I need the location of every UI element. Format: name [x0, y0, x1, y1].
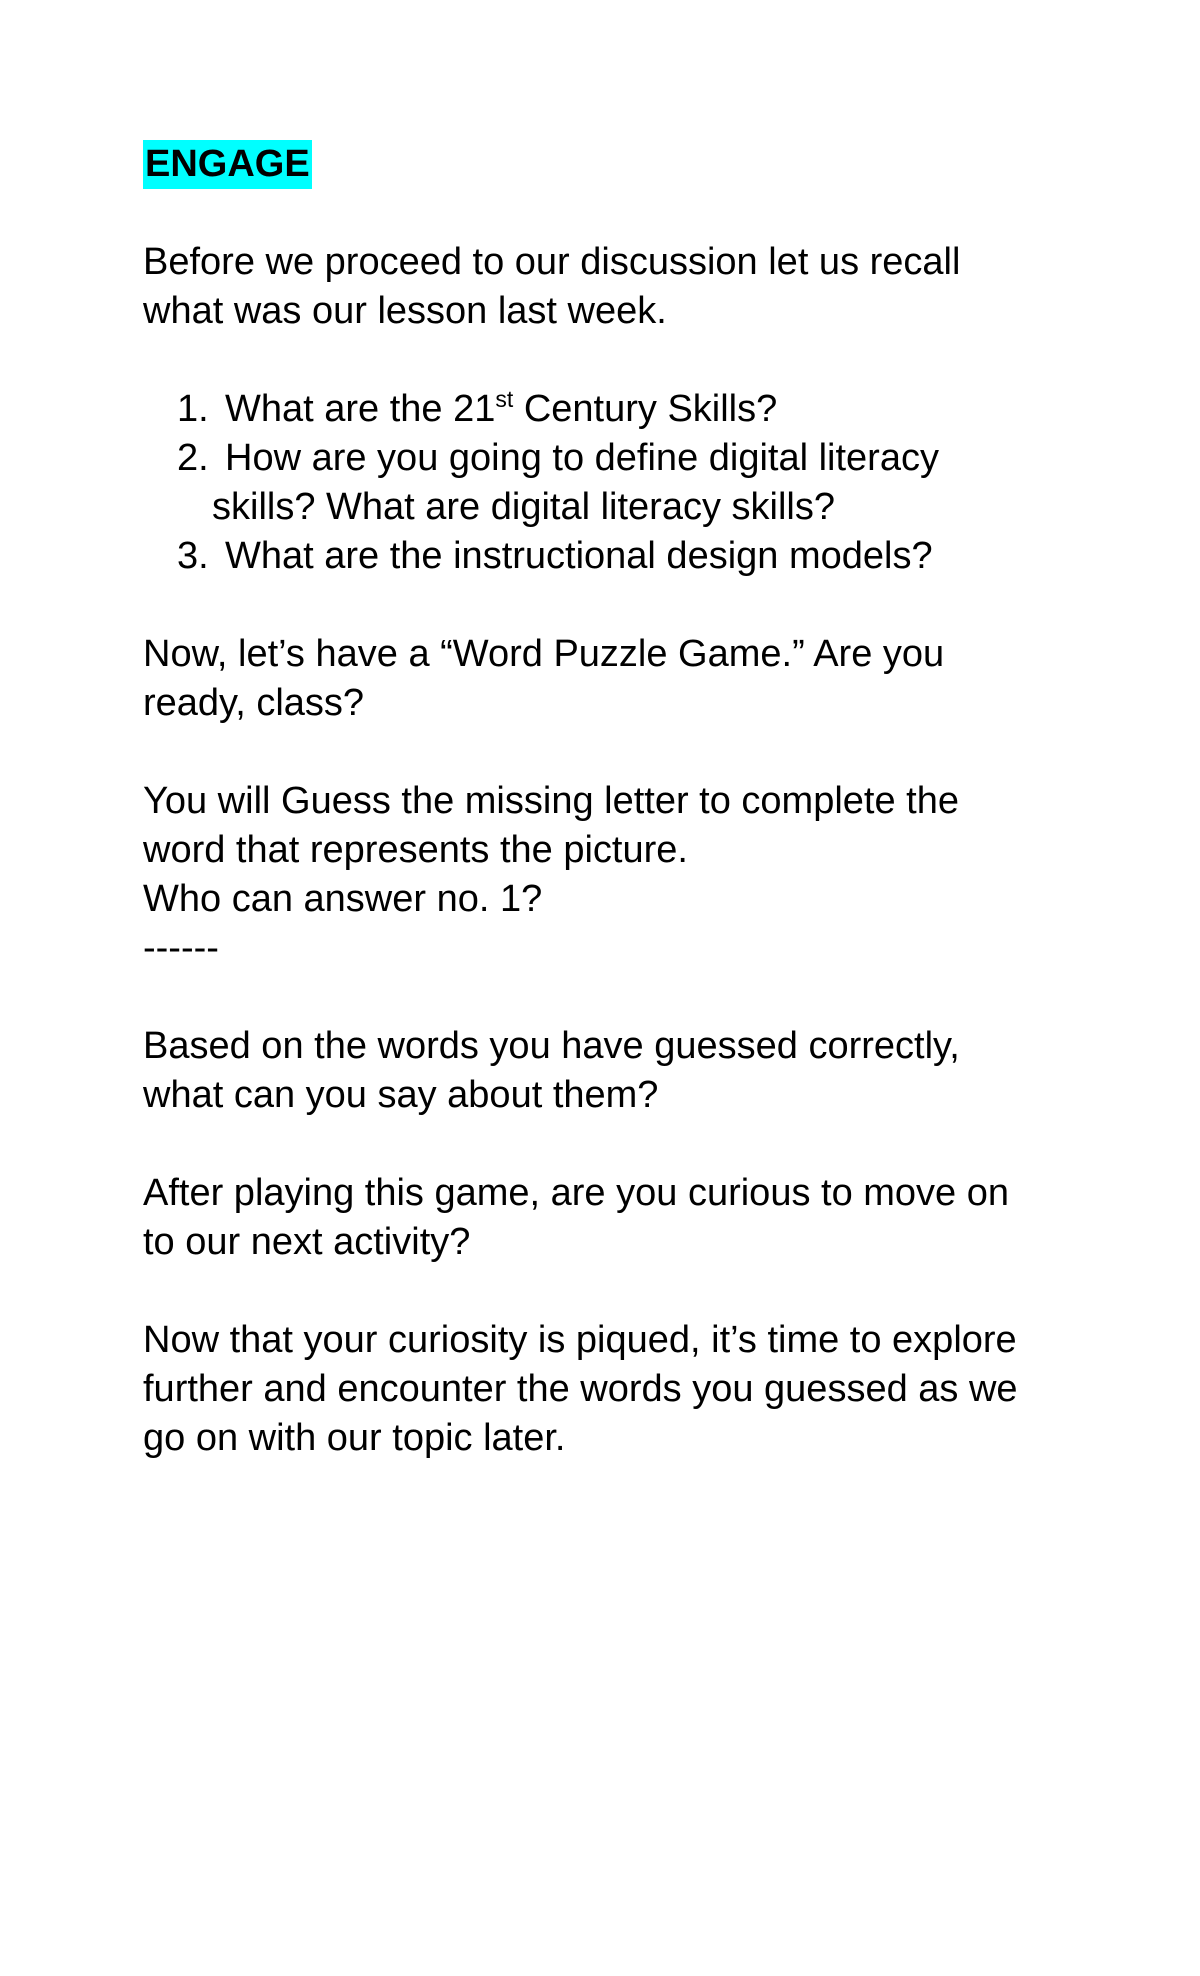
closing-line: Now that your curiosity is piqued, it’s time to explore [143, 1319, 1017, 1361]
reflection-paragraph [143, 1022, 1103, 1120]
review-questions-list [143, 385, 1103, 581]
question-text: How are you going to define digital literacy [225, 437, 939, 479]
question-number: 3. [177, 535, 209, 577]
separator-dashes: ------ [143, 927, 219, 969]
question-text [225, 385, 1103, 434]
game-intro-line: Now, let’s have a “Word Puzzle Game.” Are you [143, 633, 945, 675]
closing-paragraph [143, 1316, 1103, 1463]
intro-line: Before we proceed to our discussion let us recall [143, 241, 961, 283]
curiosity-line: After playing this game, are you curious to move on [143, 1172, 1010, 1214]
ordinal-superscript: st [495, 386, 514, 412]
question-number: 2. [177, 437, 209, 479]
curiosity-paragraph [143, 1169, 1103, 1267]
question-number: 1. [177, 388, 209, 430]
closing-line: further and encounter the words you guessed as we [143, 1368, 1018, 1410]
intro-paragraph [143, 238, 1103, 336]
game-intro-line: ready, class? [143, 682, 365, 724]
document-page [143, 140, 1103, 1512]
question-item-3 [143, 532, 1103, 581]
heading-wrap [143, 140, 1103, 189]
closing-line: go on with our topic later. [143, 1417, 566, 1459]
intro-line: what was our lesson last week. [143, 290, 667, 332]
instructions-line: You will Guess the missing letter to complete the [143, 780, 959, 822]
game-intro-paragraph [143, 630, 1103, 728]
reflection-line: Based on the words you have guessed correctly, [143, 1025, 960, 1067]
question-text-part: What are the 21 [225, 388, 496, 430]
question-item-1 [143, 385, 1103, 434]
question-item-2 [143, 434, 1103, 532]
question-text: What are the instructional design models? [225, 535, 933, 577]
reflection-line: what can you say about them? [143, 1074, 659, 1116]
instructions-line: word that represents the picture. [143, 829, 688, 871]
section-heading: ENGAGE [143, 140, 312, 189]
curiosity-line: to our next activity? [143, 1221, 471, 1263]
question-text-continued: skills? What are digital literacy skills? [212, 486, 835, 528]
instructions-line: Who can answer no. 1? [143, 878, 543, 920]
instructions-paragraph [143, 777, 1103, 973]
question-text-part: Century Skills? [513, 388, 778, 430]
